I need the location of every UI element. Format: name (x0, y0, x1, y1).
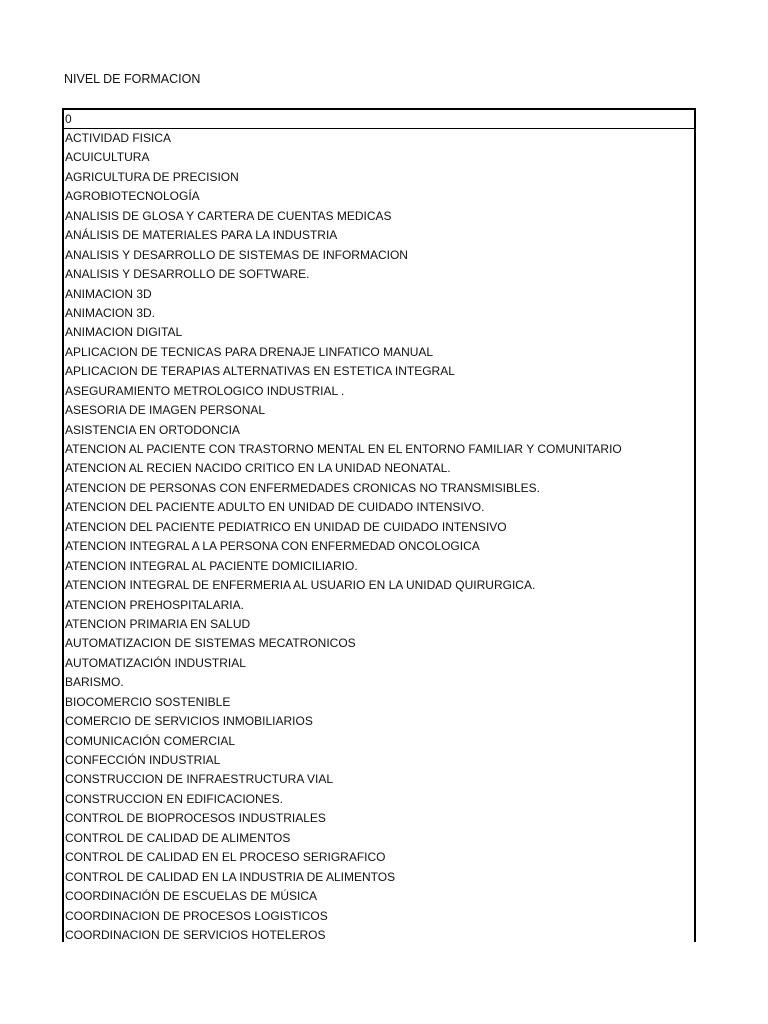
list-item: ANALISIS Y DESARROLLO DE SOFTWARE. (65, 267, 310, 282)
list-item: CONFECCIÓN INDUSTRIAL (65, 753, 221, 767)
list-item: ASESORIA DE IMAGEN PERSONAL (65, 403, 266, 418)
list-item: ACUICULTURA (65, 150, 150, 165)
list-item: ANIMACION 3D. (65, 305, 156, 320)
list-item: ATENCION PRIMARIA EN SALUD (65, 616, 251, 631)
list-item: ANÁLISIS DE MATERIALES PARA LA INDUSTRIA (65, 228, 338, 243)
formation-list-box (62, 108, 696, 942)
list-item: COORDINACIÓN DE ESCUELAS DE MÚSICA (65, 889, 318, 904)
list-item: CONTROL DE CALIDAD EN EL PROCESO SERIGRAFICO (65, 850, 386, 865)
list-item: COORDINACION DE PROCESOS LOGISTICOS (65, 908, 328, 923)
list-item: ACTIVIDAD FISICA (65, 131, 172, 145)
list-item: CONTROL DE CALIDAD EN LA INDUSTRIA DE ALIMENTOS (65, 869, 396, 884)
list-item: BIOCOMERCIO SOSTENIBLE (65, 694, 231, 709)
list-item: CONSTRUCCION EN EDIFICACIONES. (65, 791, 284, 806)
list-item: AUTOMATIZACION DE SISTEMAS MECATRONICOS (65, 636, 356, 651)
list-item: AGROBIOTECNOLOGÍA (65, 189, 200, 204)
list-item: ATENCION DE PERSONAS CON ENFERMEDADES CRONICAS NO TRANSMISIBLES. (65, 480, 540, 495)
list-item: BARISMO. (65, 675, 124, 690)
list-item: ATENCION DEL PACIENTE ADULTO EN UNIDAD DE CUIDADO INTENSIVO. (65, 500, 485, 515)
list-item: ASEGURAMIENTO METROLOGICO INDUSTRIAL . (65, 383, 345, 398)
list-item: APLICACION DE TERAPIAS ALTERNATIVAS EN ESTETICA INTEGRAL (65, 364, 455, 379)
list-item: APLICACION DE TECNICAS PARA DRENAJE LINFATICO MANUAL (65, 344, 434, 359)
list-item: ANALISIS DE GLOSA Y CARTERA DE CUENTAS MEDICAS (65, 208, 392, 223)
list-item: ASISTENCIA EN ORTODONCIA (65, 422, 240, 437)
list-item: AGRICULTURA DE PRECISION (65, 169, 239, 184)
formation-list (64, 129, 694, 945)
page-title: NIVEL DE FORMACION (64, 72, 201, 86)
list-item: ATENCION AL PACIENTE CON TRASTORNO MENTAL EN EL ENTORNO FAMILIAR Y COMUNITARIO (65, 442, 622, 456)
list-item: CONTROL DE CALIDAD DE ALIMENTOS (65, 830, 291, 845)
list-item: ATENCION DEL PACIENTE PEDIATRICO EN UNIDAD DE CUIDADO INTENSIVO (65, 519, 507, 534)
list-item: AUTOMATIZACIÓN INDUSTRIAL (65, 655, 246, 670)
list-item: CONTROL DE BIOPROCESOS INDUSTRIALES (65, 811, 326, 826)
list-item: ANIMACION DIGITAL (65, 325, 183, 340)
list-item: ATENCION INTEGRAL DE ENFERMERIA AL USUARIO EN LA UNIDAD QUIRURGICA. (65, 578, 536, 593)
list-item: ATENCION INTEGRAL A LA PERSONA CON ENFERMEDAD ONCOLOGICA (65, 539, 480, 554)
list-item: ANALISIS Y DESARROLLO DE SISTEMAS DE INFORMACION (65, 247, 408, 262)
list-item: ANIMACION 3D (65, 286, 152, 301)
list-item: ATENCION INTEGRAL AL PACIENTE DOMICILIARIO. (65, 558, 358, 573)
list-item: ATENCION PREHOSPITALARIA. (65, 597, 244, 612)
first-value-row: 0 (64, 110, 694, 129)
list-item: ATENCION AL RECIEN NACIDO CRITICO EN LA UNIDAD NEONATAL. (65, 461, 451, 476)
list-item: COMUNICACIÓN COMERCIAL (65, 733, 236, 748)
list-item: COORDINACION DE SERVICIOS HOTELEROS (65, 927, 326, 942)
list-item: CONSTRUCCION DE INFRAESTRUCTURA VIAL (65, 772, 334, 787)
list-item: COMERCIO DE SERVICIOS INMOBILIARIOS (65, 714, 313, 729)
